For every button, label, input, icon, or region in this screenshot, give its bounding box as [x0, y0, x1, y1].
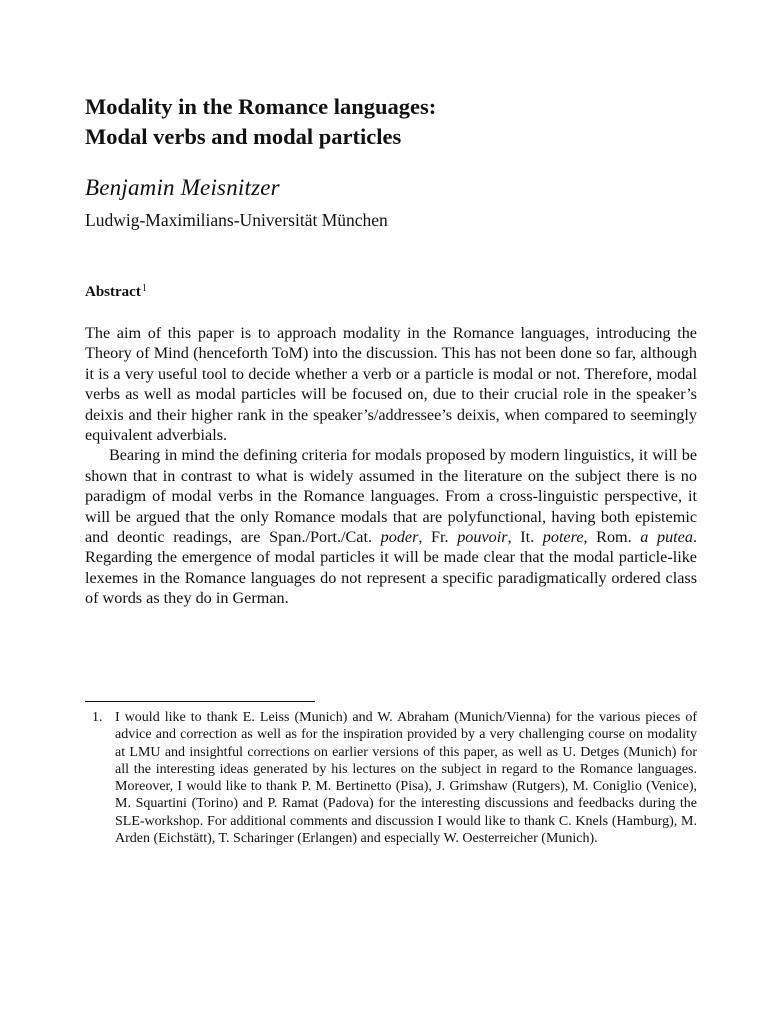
article-first-page	[85, 92, 697, 609]
abstract-p2-text-1: Bearing in mind the defining criteria for modals proposed by modern linguistics, it will be shown that in contrast to what is widely assumed in the literature on the subject there is no paradigm of modal verbs in the Romance languages. From a cross-linguistic perspective, it will be argued that the only Romance modals that are polyfunctional, having both epistemic and deontic readings, are Span./Port./Cat.	[85, 446, 697, 547]
abstract-body	[85, 323, 697, 609]
abstract-paragraph-1: The aim of this paper is to approach modality in the Romance languages, introducing the Theory of Mind (henceforth ToM) into the discussion. This has not been done so far, although it is a very useful tool to decide whether a verb or a particle is modal or not. Therefore, modal verbs as well as modal particles will be focused on, due to their crucial role in the speaker’s deixis and their higher rank in the speaker’s/addressee’s deixis, when compared to seemingly equivalent adverbials.	[85, 324, 697, 445]
abstract-paragraph-2	[85, 445, 697, 608]
footnote-1	[92, 709, 697, 847]
term-a-putea: a putea	[640, 528, 693, 547]
abstract-heading	[85, 279, 697, 302]
author-name: Benjamin Meisnitzer	[85, 175, 280, 200]
abstract-p2-text-5: . Regarding the emergence of modal particles it will be made clear that the modal particle-like lexemes in the Romance languages do not represent a specific paradigmatically ordered class of words as they do in German.	[85, 528, 698, 608]
term-poder: poder	[380, 528, 419, 547]
paper-title-line-1: Modality in the Romance languages:	[85, 94, 437, 119]
author-affiliation: Ludwig-Maximilians-Universität München	[85, 210, 388, 230]
paper-title	[85, 92, 697, 152]
paper-title-line-2: Modal verbs and modal particles	[85, 124, 402, 149]
term-potere: potere	[542, 528, 584, 547]
abstract-footnote-marker[interactable]: 1	[141, 283, 147, 294]
abstract-p2-text-2: , Fr.	[418, 528, 458, 547]
footnote-number: 1.	[92, 710, 103, 725]
abstract-p2-text-3: , It.	[507, 528, 543, 547]
abstract-heading-text: Abstract	[85, 284, 141, 300]
term-pouvoir: pouvoir	[457, 528, 508, 547]
abstract-p2-text-4: , Rom.	[583, 528, 641, 547]
footnote-divider	[85, 701, 315, 702]
footnote-text: I would like to thank E. Leiss (Munich) and W. Abraham (Munich/Vienna) for the various pieces of advice and correction as well as for the inspiration provided by a very challenging course on modality at LMU and insightful corrections on earlier versions of this paper, as well as U. Detges (Munich) for all the interesting ideas generated by his lectures on the subject in regard to the Romance languages. Moreover, I would like to thank P. M. Bertinetto (Pisa), J. Grimshaw (Rutgers), M. Coniglio (Venice), M. Squartini (Torino) and P. Ramat (Padova) for the interesting discussions and feedbacks during the SLE-workshop. For additional comments and discussion I would like to thank C. Knels (Hamburg), M. Arden (Eichstätt), T. Scharinger (Erlangen) and especially W. Oesterreicher (Munich).	[115, 710, 697, 847]
